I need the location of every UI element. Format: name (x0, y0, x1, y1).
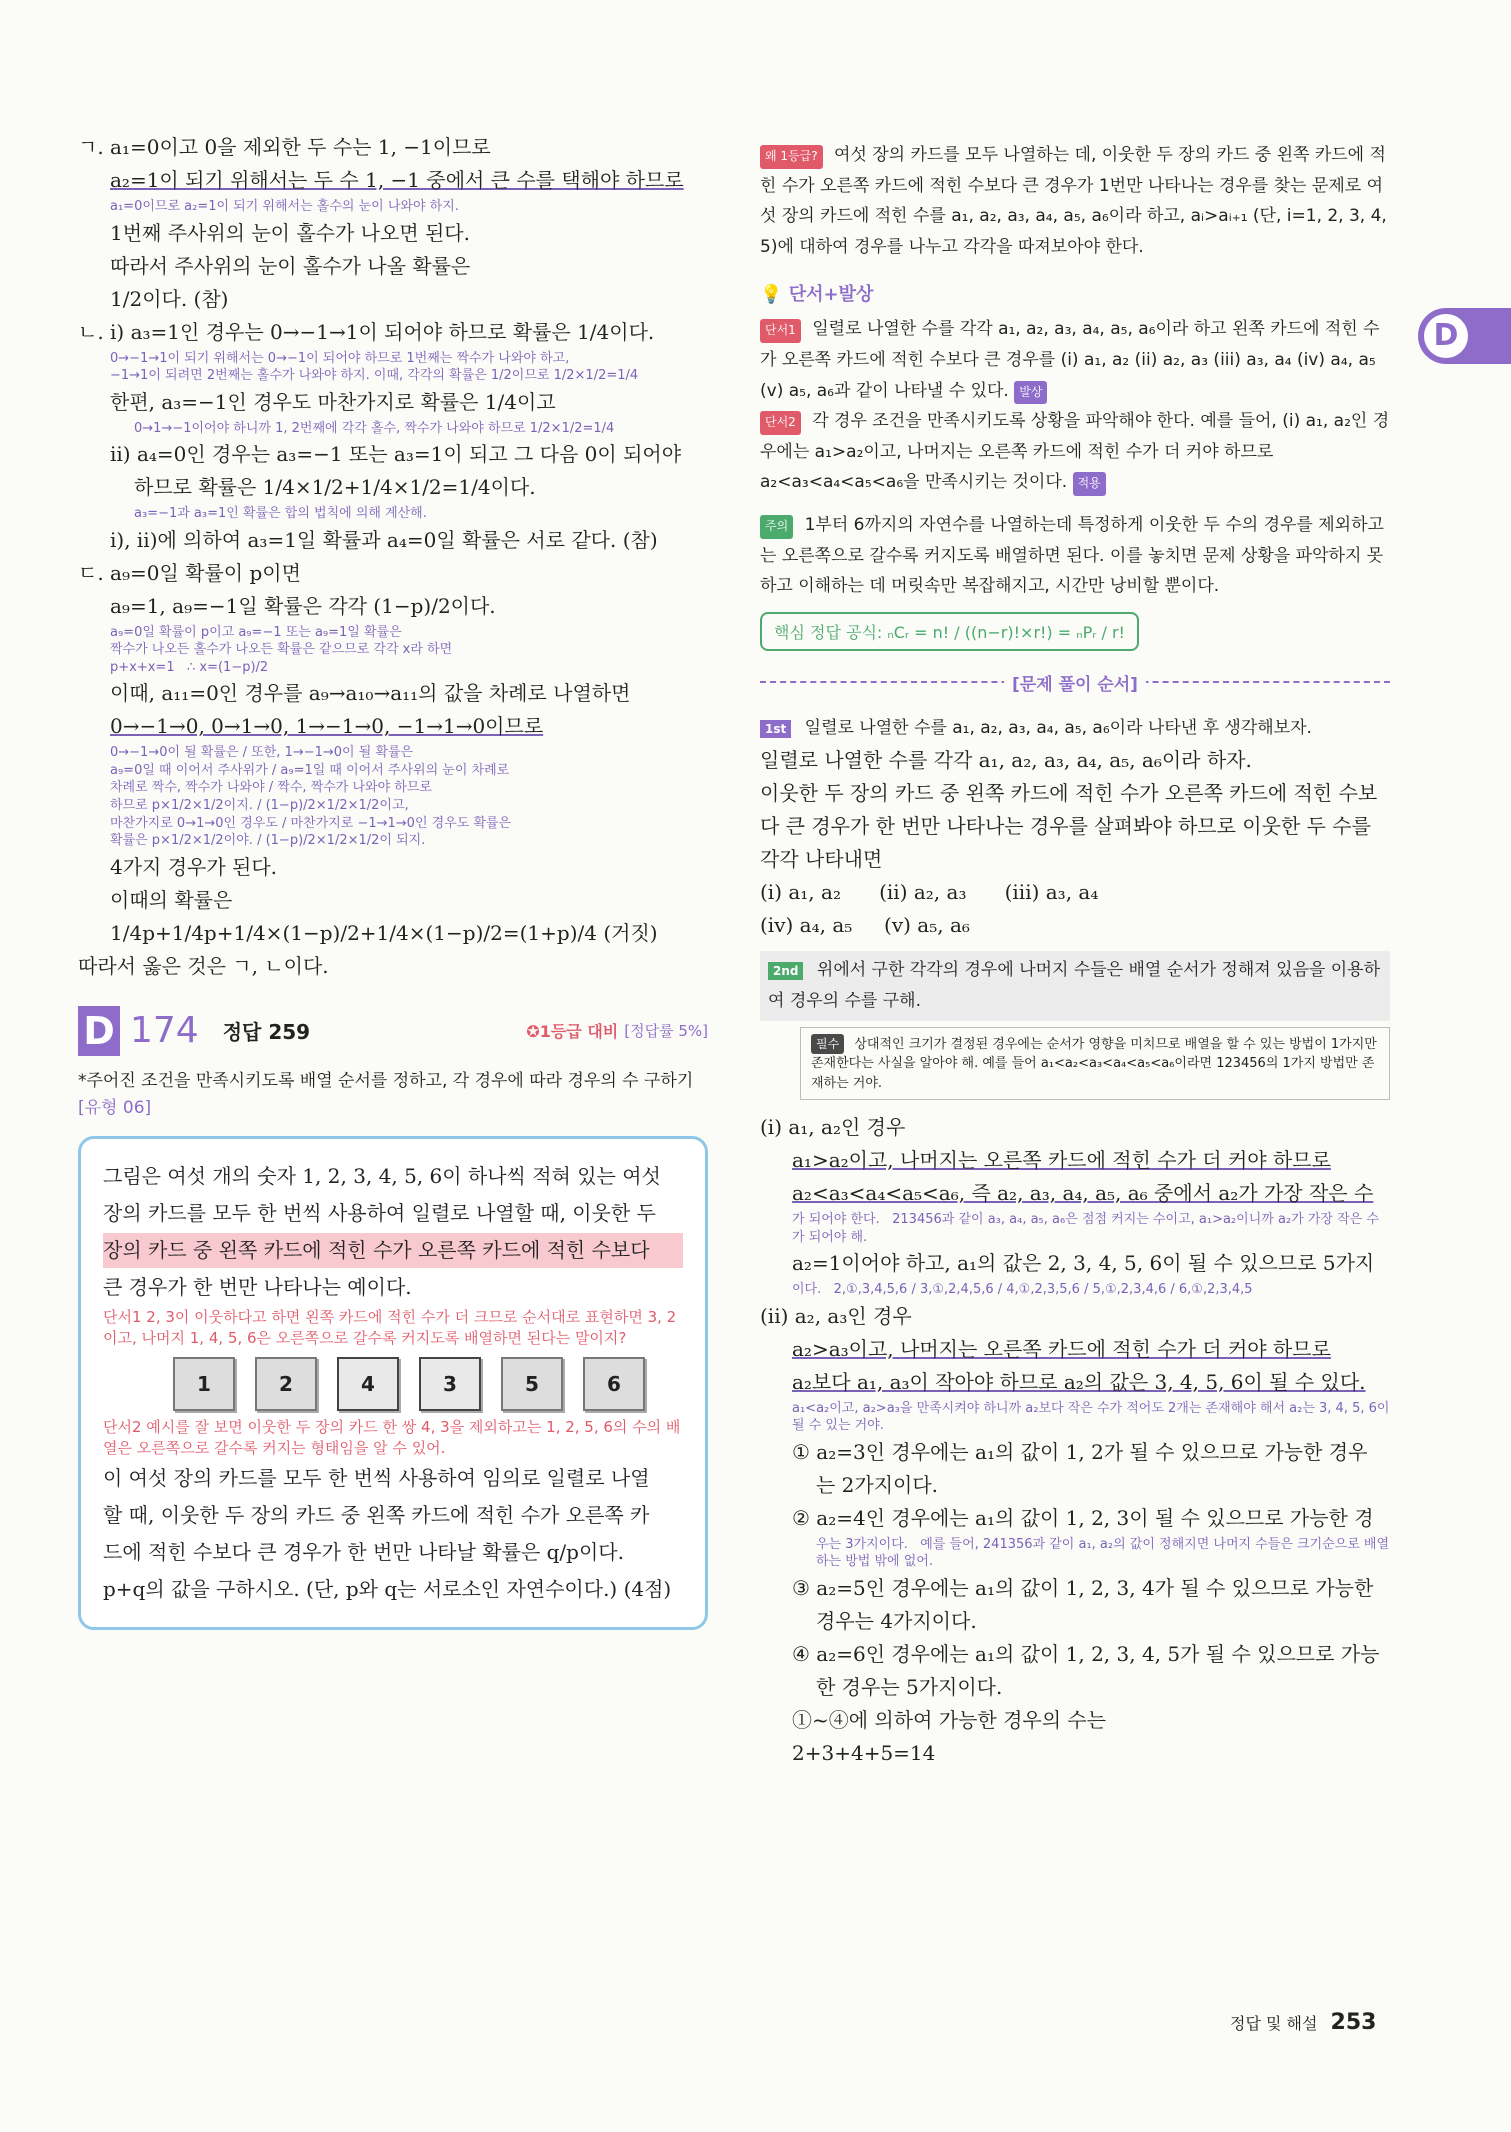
text-line: 하므로 확률은 1/4×1/2+1/4×1/2=1/4이다. (134, 475, 536, 500)
text-line: a₂보다 a₁, a₃이 작아야 하므로 a₂의 값은 3, 4, 5, 6이 될 수 있다. (792, 1369, 1366, 1394)
annotation: a₁=0이므로 a₂=1이 되기 위해서는 홀수의 눈이 나와야 하지. (110, 199, 459, 214)
text-line: a₉=1, a₉=−1일 확률은 각각 (1−p)/2이다. (110, 593, 496, 618)
step-tag: 2nd (768, 962, 803, 980)
why-text: 여섯 장의 카드를 모두 나열하는 데, 이웃한 두 장의 카드 중 왼쪽 카드에 적힌 수가 오른쪽 카드에 적힌 수보다 큰 경우가 1번만 나타나는 경우를 찾는 문제로 여섯 장의 카드에 적힌 수를 a₁, a₂, a₃, a₄, a₅, a₆이라 하고, aᵢ>aᵢ₊₁ (단, i=1, 2, 3, 4, 5)에 대하여 경우를 나누고 각각을 따져보아야 한다. (760, 145, 1387, 257)
clue-tag: 단서2 (760, 411, 801, 435)
correct-rate: [정답률 5%] (624, 1022, 708, 1041)
question-line: 큰 경우가 한 번만 나타나는 예이다. (103, 1275, 412, 1300)
apply-tag: 적용 (1073, 472, 1106, 496)
text-line: ④ a₂=6인 경우에는 a₁의 값이 1, 2, 3, 4, 5가 될 수 있으므로 가능 (792, 1641, 1380, 1666)
annotation: 0→1→−1이어야 하니까 1, 2번째에 각각 홀수, 짝수가 나와야 하므로 1/2×1/2=1/4 (134, 420, 615, 436)
problem-number: 174 (130, 1010, 199, 1052)
number-card: 5 (501, 1357, 563, 1411)
order-title: [문제 풀이 순서] (1004, 670, 1146, 695)
question-line: 드에 적힌 수보다 큰 경우가 한 번만 나타날 확률은 q/p이다. (103, 1540, 624, 1565)
text-line: ② a₂=4인 경우에는 a₁의 값이 1, 2, 3이 될 수 있으므로 가능한 경 (792, 1505, 1374, 1530)
hint-note: 단서2 예시를 잘 보면 이웃한 두 장의 카드 한 쌍 4, 3을 제외하고는 1, 2, 5, 6의 수의 배열은 오른쪽으로 갈수록 커지는 형태임을 알 수 있어. (103, 1418, 681, 1458)
order-divider (760, 674, 1390, 703)
text-line: (i) a₁, a₂ (ii) a₂, a₃ (iii) a₃, a₄ (760, 880, 1099, 905)
question-line: p+q의 값을 구하시오. (단, p와 q는 서로소인 자연수이다.) (4점) (103, 1577, 672, 1602)
annotation: a₃=−1과 a₃=1인 확률은 합의 법칙에 의해 계산해. (134, 506, 427, 522)
step-text: 일렬로 나열한 수를 a₁, a₂, a₃, a₄, a₅, a₆이라 나타낸 후 생각해보자. (804, 717, 1312, 738)
text-line: i), ii)에 의하여 a₃=1일 확률과 a₄=0일 확률은 서로 같다. (참) (110, 527, 658, 552)
subtitle-text: *주어진 조건을 만족시키도록 배열 순서를 정하고, 각 경우에 따라 경우의 수 구하기 (78, 1070, 694, 1091)
section-title (760, 280, 1390, 306)
step-2 (760, 951, 1390, 1020)
grade-label: ✪1등급 대비 (526, 1022, 619, 1042)
caution-block (760, 510, 1390, 602)
lightbulb-icon: 💡 (760, 284, 783, 306)
annotation: 확률은 p×1/2×1/2이야. / (1−p)/2×1/2×1/2이 되지. (110, 833, 426, 849)
step-tag: 1st (760, 720, 791, 738)
number-card: 1 (173, 1357, 235, 1411)
type-tag: [유형 06] (78, 1097, 152, 1118)
text-line: (ii) a₂, a₃인 경우 (760, 1303, 912, 1328)
question-box (78, 1136, 708, 1630)
annotation: −1→1이 되려면 2번째는 홀수가 나와야 하지. 이때, 각각의 확률은 1/2이므로 1/2×1/2=1/4 (110, 368, 639, 384)
clue-1 (760, 314, 1390, 406)
caution-tag: 주의 (760, 515, 793, 539)
text-line: 한편, a₃=−1인 경우도 마찬가지로 확률은 1/4이고 (110, 389, 556, 414)
text-line: a₂<a₃<a₄<a₅<a₆, 즉 a₂, a₃, a₄, a₅, a₆ 중에서 a₂가 가장 작은 수 (792, 1181, 1374, 1205)
number-card: 2 (255, 1357, 317, 1411)
annotation: a₁<a₂이고, a₂>a₃을 만족시켜야 하니까 a₂보다 작은 수가 적어도 2개는 존재해야 해서 a₂는 3, 4, 5, 6이 될 수 있는 거야. (792, 1400, 1394, 1434)
section-letter: D (1424, 314, 1468, 358)
annotation: p+x+x=1 ∴ x=(1−p)/2 (110, 659, 269, 675)
annotation: 짝수가 나오든 홀수가 나오든 확률은 같으므로 각각 x라 하면 (110, 642, 453, 658)
text-line: 2+3+4+5=14 (792, 1740, 936, 1765)
text-line: ① a₂=3인 경우에는 a₁의 값이 1, 2가 될 수 있으므로 가능한 경우 (792, 1439, 1368, 1464)
step-1 (760, 713, 1390, 744)
annotation: 이다. 2,①,3,4,5,6 / 3,①,2,4,5,6 / 4,①,2,3,5,6 / 5,①,2,3,4,6 / 6,①,2,3,4,5 (792, 1282, 1253, 1298)
idea-tag: 발상 (1014, 381, 1047, 405)
question-line: 그림은 여섯 개의 숫자 1, 2, 3, 4, 5, 6이 하나씩 적혀 있는 여섯 (103, 1164, 661, 1189)
text-line: 이때의 확률은 (110, 887, 233, 912)
text-line: 1번째 주사위의 눈이 홀수가 나오면 된다. (110, 220, 470, 245)
text-line: 다 큰 경우가 한 번만 나타나는 경우를 살펴봐야 하므로 이웃한 두 수를 (760, 814, 1371, 839)
annotation: 가 되어야 한다. 213456과 같이 a₃, a₄, a₅, a₆은 점점 커지는 수이고, a₁>a₂이니까 a₂가 가장 작은 수가 되어야 해. (792, 1212, 1379, 1245)
why-tag: 왜 1등급? (760, 145, 823, 169)
tip-box (800, 1027, 1390, 1101)
left-column (78, 130, 708, 1630)
page-footer (1230, 2010, 1376, 2035)
text-line: 따라서 주사위의 눈이 홀수가 나올 확률은 (110, 253, 471, 278)
clue-text: 각 경우 조건을 만족시키도록 상황을 파악해야 한다. 예를 들어, (i) a₁, a₂인 경우에는 a₁>a₂이고, 나머지는 오른쪽 카드에 적힌 수가 더 커야 하므로 a₂<a₃<a₄<a₅<a₆을 만족시키는 것이다. (760, 411, 1390, 493)
text-line: 일렬로 나열한 수를 각각 a₁, a₂, a₃, a₄, a₅, a₆이라 하자. (760, 748, 1252, 773)
text-line: 는 2가지이다. (816, 1472, 939, 1497)
text-line: ①~④에 의하여 가능한 경우의 수는 (792, 1707, 1107, 1732)
problem-answer: 정답 259 (222, 1020, 311, 1045)
footer-title: 정답 및 해설 (1230, 2014, 1318, 2033)
text-line: 1/4p+1/4p+1/4×(1−p)/2+1/4×(1−p)/2=(1+p)/4 (거짓) (110, 920, 658, 945)
annotation: a₉=0일 때 이어서 주사위가 / a₉=1일 때 이어서 주사위의 눈이 차례로 (110, 762, 510, 778)
text-line: 이웃한 두 장의 카드 중 왼쪽 카드에 적힌 수가 오른쪽 카드에 적힌 수보 (760, 781, 1378, 806)
step-text: 위에서 구한 각각의 경우에 나머지 수들은 배열 순서가 정해져 있음을 이용하여 경우의 수를 구해. (768, 960, 1381, 1011)
hint-note: 단서1 2, 3이 이웃하다고 하면 왼쪽 카드에 적힌 수가 더 크므로 순서대로 표현하면 3, 2이고, 나머지 1, 4, 5, 6은 오른쪽으로 갈수록 커지도록 배열하면 된다는 말이지? (103, 1308, 677, 1348)
text-line: a₂=1이 되기 위해서는 두 수 1, −1 중에서 큰 수를 택해야 하므로 (110, 168, 684, 192)
annotation: 마찬가지로 0→1→0인 경우도 / 마찬가지로 −1→1→0인 경우도 확률은 (110, 815, 512, 831)
right-column (760, 140, 1394, 1771)
tip-text: 상대적인 크기가 결정된 경우에는 순서가 영향을 미치므로 배열을 할 수 있는 방법이 1가지만 존재한다는 사실을 알아야 해. 예를 들어 a₁<a₂<a₃<a₄<a₅<a₆이라면 123456의 1가지 방법만 존재하는 거야. (811, 1036, 1377, 1091)
caution-text: 1부터 6까지의 자연수를 나열하는데 특정하게 이웃한 두 수의 경우를 제외하고는 오른쪽으로 갈수록 커지도록 배열하면 된다. 이를 놓치면 문제 상황을 파악하지 못하고 이해하는 데 머릿속만 복잡해지고, 시간만 낭비할 뿐이다. (760, 514, 1384, 597)
section-title-text: 단서+발상 (788, 284, 874, 306)
text-line: 따라서 옳은 것은 ㄱ, ㄴ이다. (78, 953, 329, 978)
question-line: 장의 카드 중 왼쪽 카드에 적힌 수가 오른쪽 카드에 적힌 수보다 (103, 1233, 683, 1268)
question-line: 이 여섯 장의 카드를 모두 한 번씩 사용하여 임의로 일렬로 나열 (103, 1466, 650, 1491)
annotation: 0→−1→0이 될 확률은 / 또한, 1→−1→0이 될 확률은 (110, 745, 414, 761)
text-line: 경우는 4가지이다. (816, 1608, 977, 1633)
text-line: 1/2이다. (참) (110, 286, 229, 311)
annotation: 하므로 p×1/2×1/2이지. / (1−p)/2×1/2×1/2이고, (110, 798, 409, 814)
why-block (760, 140, 1390, 262)
clue-text: 일렬로 나열한 수를 각각 a₁, a₂, a₃, a₄, a₅, a₆이라 하고 왼쪽 카드에 적힌 수가 오른쪽 카드에 적힌 수보다 큰 경우를 (i) a₁, a₂ (ii) a₂, a₃ (iii) a₃, a₄ (iv) a₄, a₅ (v) a₅, a₆과 같이 나타낼 수 있다. (760, 319, 1380, 401)
question-line: 할 때, 이웃한 두 장의 카드 중 왼쪽 카드에 적힌 수가 오른쪽 카 (103, 1503, 650, 1528)
text-line: 0→−1→0, 0→1→0, 1→−1→0, −1→1→0이므로 (110, 714, 544, 739)
tip-tag: 필수 (811, 1034, 844, 1054)
text-line: 한 경우는 5가지이다. (816, 1674, 1003, 1699)
text-line: (i) a₁, a₂인 경우 (760, 1115, 906, 1139)
key-formula: 핵심 정답 공식: ₙCᵣ = n! / ((n−r)!×r!) = ₙPᵣ / r! (760, 612, 1139, 651)
annotation: a₉=0일 확률이 p이고 a₉=−1 또는 a₉=1일 확률은 (110, 624, 402, 640)
text-line: a₁>a₂이고, 나머지는 오른쪽 카드에 적힌 수가 더 커야 하므로 (792, 1148, 1331, 1172)
text-line: 4가지 경우가 된다. (110, 854, 278, 879)
problem-subtitle (78, 1068, 708, 1122)
annotation: 우는 3가지이다. 예를 들어, 241356과 같이 a₁, a₂의 값이 정해지면 나머지 수들은 크기순으로 배열하는 방법 밖에 없어. (816, 1536, 1390, 1570)
text-line: ㄱ. a₁=0이고 0을 제외한 두 수는 1, −1이므로 (78, 135, 491, 159)
text-line: ㄷ. a₉=0일 확률이 p이면 (78, 560, 301, 585)
clue-tag: 단서1 (760, 319, 801, 343)
annotation: 0→−1→1이 되기 위해서는 0→−1이 되어야 하므로 1번째는 짝수가 나와야 하고, (110, 350, 570, 366)
card-row (173, 1357, 683, 1411)
clue-2 (760, 406, 1390, 498)
text-line: 각각 나타내면 (760, 847, 883, 872)
text-line: ③ a₂=5인 경우에는 a₁의 값이 1, 2, 3, 4가 될 수 있으므로 가능한 (792, 1575, 1374, 1600)
text-line: ii) a₄=0인 경우는 a₃=−1 또는 a₃=1이 되고 그 다음 0이 되어야 (110, 442, 682, 467)
question-line: 장의 카드를 모두 한 번씩 사용하여 일렬로 나열할 때, 이웃한 두 (103, 1201, 656, 1226)
text-line: a₂=1이어야 하고, a₁의 값은 2, 3, 4, 5, 6이 될 수 있으므로 5가지 (792, 1251, 1375, 1276)
annotation: 차례로 짝수, 짝수가 나와야 / 짝수, 짝수가 나와야 하므로 (110, 780, 432, 796)
problem-section-letter: D (78, 1006, 120, 1056)
text-line: (iv) a₄, a₅ (v) a₅, a₆ (760, 913, 970, 938)
problem-header (78, 1006, 708, 1056)
number-card: 3 (419, 1357, 481, 1411)
number-card: 6 (583, 1357, 645, 1411)
number-card: 4 (337, 1357, 399, 1411)
page-number: 253 (1330, 2010, 1377, 2035)
text-line: a₂>a₃이고, 나머지는 오른쪽 카드에 적힌 수가 더 커야 하므로 (792, 1336, 1331, 1361)
text-line: ㄴ. i) a₃=1인 경우는 0→−1→1이 되어야 하므로 확률은 1/4이다. (78, 319, 655, 344)
section-tab (1418, 308, 1511, 364)
text-line: 이때, a₁₁=0인 경우를 a₉→a₁₀→a₁₁의 값을 차례로 나열하면 (110, 681, 631, 706)
